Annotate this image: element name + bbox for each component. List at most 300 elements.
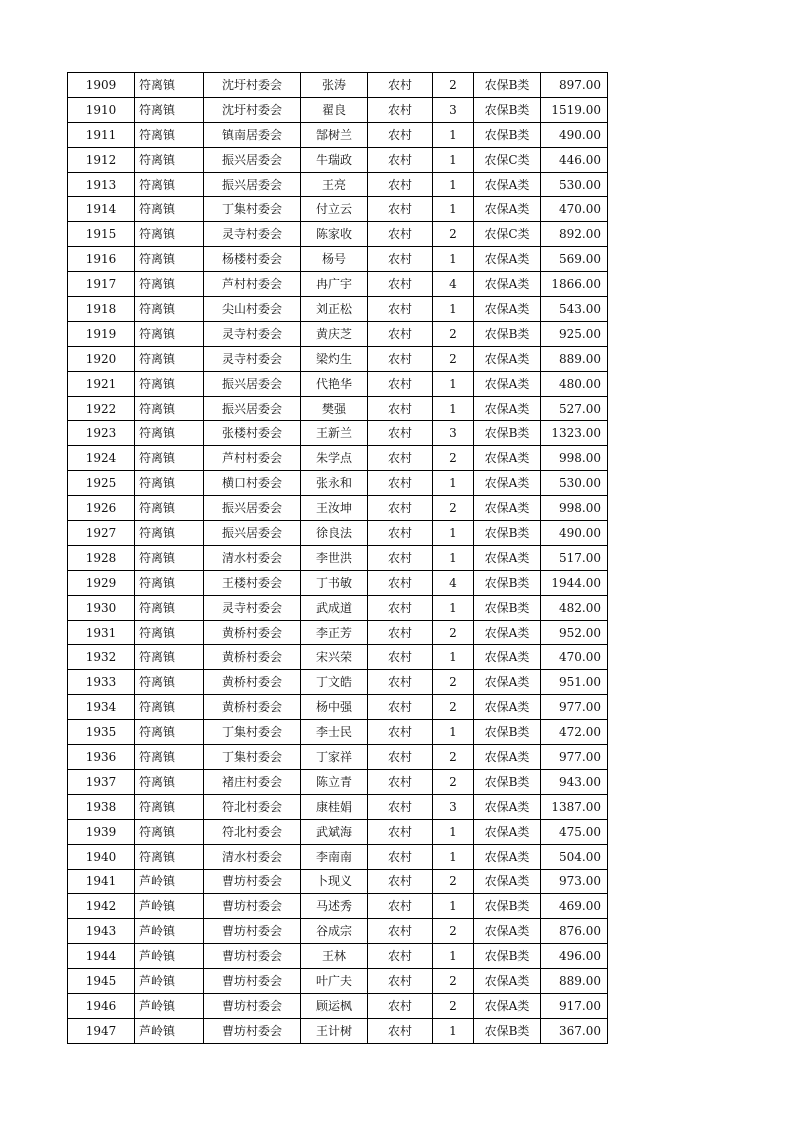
record-number-cell: 1941 (68, 869, 135, 894)
record-number-cell: 1935 (68, 720, 135, 745)
household-size-cell: 1 (433, 1018, 474, 1043)
person-name-cell: 王林 (301, 944, 368, 969)
record-number-cell: 1946 (68, 993, 135, 1018)
record-number-cell: 1933 (68, 670, 135, 695)
household-size-cell: 2 (433, 769, 474, 794)
household-size-cell: 2 (433, 695, 474, 720)
record-number-cell: 1920 (68, 346, 135, 371)
record-number-cell: 1945 (68, 969, 135, 994)
insurance-category-cell: 农保A类 (474, 670, 541, 695)
table-row (68, 122, 608, 147)
amount-cell: 943.00 (541, 769, 608, 794)
village-committee-cell: 振兴居委会 (204, 172, 301, 197)
insurance-category-cell: 农保B类 (474, 944, 541, 969)
table-row (68, 321, 608, 346)
household-size-cell: 2 (433, 919, 474, 944)
village-committee-cell: 曹坊村委会 (204, 1018, 301, 1043)
insurance-category-cell: 农保B类 (474, 769, 541, 794)
town-cell: 符离镇 (135, 819, 204, 844)
person-name-cell: 翟良 (301, 97, 368, 122)
insurance-category-cell: 农保B类 (474, 521, 541, 546)
table-row (68, 844, 608, 869)
area-type-cell: 农村 (368, 371, 433, 396)
table-row (68, 297, 608, 322)
record-number-cell: 1913 (68, 172, 135, 197)
table-row (68, 670, 608, 695)
record-number-cell: 1934 (68, 695, 135, 720)
insurance-category-cell: 农保A类 (474, 620, 541, 645)
town-cell: 符离镇 (135, 172, 204, 197)
insurance-category-cell: 农保A类 (474, 371, 541, 396)
village-committee-cell: 黄桥村委会 (204, 670, 301, 695)
person-name-cell: 陈立青 (301, 769, 368, 794)
town-cell: 符离镇 (135, 346, 204, 371)
record-number-cell: 1923 (68, 421, 135, 446)
household-size-cell: 1 (433, 247, 474, 272)
area-type-cell: 农村 (368, 446, 433, 471)
person-name-cell: 顾运枫 (301, 993, 368, 1018)
town-cell: 符离镇 (135, 222, 204, 247)
amount-cell: 1866.00 (541, 272, 608, 297)
town-cell: 符离镇 (135, 844, 204, 869)
area-type-cell: 农村 (368, 944, 433, 969)
insurance-category-cell: 农保A类 (474, 545, 541, 570)
area-type-cell: 农村 (368, 545, 433, 570)
town-cell: 符离镇 (135, 794, 204, 819)
village-committee-cell: 灵寺村委会 (204, 222, 301, 247)
person-name-cell: 张永和 (301, 471, 368, 496)
area-type-cell: 农村 (368, 794, 433, 819)
person-name-cell: 叶广夫 (301, 969, 368, 994)
town-cell: 芦岭镇 (135, 1018, 204, 1043)
area-type-cell: 农村 (368, 894, 433, 919)
insurance-category-cell: 农保A类 (474, 346, 541, 371)
town-cell: 符离镇 (135, 97, 204, 122)
insurance-category-cell: 农保B类 (474, 73, 541, 98)
household-size-cell: 3 (433, 794, 474, 819)
household-size-cell: 2 (433, 496, 474, 521)
record-number-cell: 1915 (68, 222, 135, 247)
village-committee-cell: 芦村村委会 (204, 272, 301, 297)
area-type-cell: 农村 (368, 247, 433, 272)
amount-cell: 889.00 (541, 969, 608, 994)
beneficiary-table (67, 72, 608, 1044)
household-size-cell: 1 (433, 147, 474, 172)
area-type-cell: 农村 (368, 695, 433, 720)
insurance-category-cell: 农保B类 (474, 97, 541, 122)
record-number-cell: 1919 (68, 321, 135, 346)
person-name-cell: 卜现义 (301, 869, 368, 894)
insurance-category-cell: 农保B类 (474, 321, 541, 346)
person-name-cell: 王汝坤 (301, 496, 368, 521)
record-number-cell: 1940 (68, 844, 135, 869)
amount-cell: 470.00 (541, 197, 608, 222)
person-name-cell: 王新兰 (301, 421, 368, 446)
village-committee-cell: 曹坊村委会 (204, 969, 301, 994)
village-committee-cell: 沈圩村委会 (204, 73, 301, 98)
area-type-cell: 农村 (368, 919, 433, 944)
town-cell: 符离镇 (135, 570, 204, 595)
person-name-cell: 杨中强 (301, 695, 368, 720)
amount-cell: 897.00 (541, 73, 608, 98)
town-cell: 符离镇 (135, 197, 204, 222)
person-name-cell: 谷成宗 (301, 919, 368, 944)
household-size-cell: 1 (433, 645, 474, 670)
amount-cell: 998.00 (541, 496, 608, 521)
table-row (68, 396, 608, 421)
record-number-cell: 1929 (68, 570, 135, 595)
record-number-cell: 1938 (68, 794, 135, 819)
insurance-category-cell: 农保A类 (474, 297, 541, 322)
village-committee-cell: 黄桥村委会 (204, 620, 301, 645)
area-type-cell: 农村 (368, 969, 433, 994)
amount-cell: 892.00 (541, 222, 608, 247)
amount-cell: 472.00 (541, 720, 608, 745)
household-size-cell: 1 (433, 944, 474, 969)
household-size-cell: 2 (433, 73, 474, 98)
record-number-cell: 1939 (68, 819, 135, 844)
town-cell: 芦岭镇 (135, 919, 204, 944)
table-row (68, 147, 608, 172)
village-committee-cell: 曹坊村委会 (204, 869, 301, 894)
person-name-cell: 李士民 (301, 720, 368, 745)
amount-cell: 504.00 (541, 844, 608, 869)
village-committee-cell: 沈圩村委会 (204, 97, 301, 122)
area-type-cell: 农村 (368, 321, 433, 346)
village-committee-cell: 王楼村委会 (204, 570, 301, 595)
table-row (68, 645, 608, 670)
area-type-cell: 农村 (368, 745, 433, 770)
record-number-cell: 1911 (68, 122, 135, 147)
record-number-cell: 1928 (68, 545, 135, 570)
village-committee-cell: 杨楼村委会 (204, 247, 301, 272)
village-committee-cell: 褚庄村委会 (204, 769, 301, 794)
insurance-category-cell: 农保A类 (474, 645, 541, 670)
area-type-cell: 农村 (368, 172, 433, 197)
insurance-category-cell: 农保B类 (474, 570, 541, 595)
household-size-cell: 1 (433, 371, 474, 396)
household-size-cell: 2 (433, 446, 474, 471)
village-committee-cell: 振兴居委会 (204, 396, 301, 421)
amount-cell: 482.00 (541, 595, 608, 620)
village-committee-cell: 清水村委会 (204, 844, 301, 869)
household-size-cell: 2 (433, 869, 474, 894)
person-name-cell: 朱学点 (301, 446, 368, 471)
town-cell: 符离镇 (135, 620, 204, 645)
area-type-cell: 农村 (368, 769, 433, 794)
person-name-cell: 陈家收 (301, 222, 368, 247)
village-committee-cell: 振兴居委会 (204, 147, 301, 172)
record-number-cell: 1912 (68, 147, 135, 172)
area-type-cell: 农村 (368, 844, 433, 869)
record-number-cell: 1925 (68, 471, 135, 496)
insurance-category-cell: 农保B类 (474, 421, 541, 446)
amount-cell: 527.00 (541, 396, 608, 421)
area-type-cell: 农村 (368, 720, 433, 745)
insurance-category-cell: 农保B类 (474, 894, 541, 919)
table-row (68, 570, 608, 595)
town-cell: 符离镇 (135, 147, 204, 172)
household-size-cell: 4 (433, 570, 474, 595)
table-row (68, 819, 608, 844)
amount-cell: 446.00 (541, 147, 608, 172)
amount-cell: 889.00 (541, 346, 608, 371)
person-name-cell: 冉广宇 (301, 272, 368, 297)
household-size-cell: 2 (433, 670, 474, 695)
record-number-cell: 1921 (68, 371, 135, 396)
person-name-cell: 武斌海 (301, 819, 368, 844)
village-committee-cell: 黄桥村委会 (204, 645, 301, 670)
table-row (68, 894, 608, 919)
person-name-cell: 杨号 (301, 247, 368, 272)
person-name-cell: 刘正松 (301, 297, 368, 322)
amount-cell: 543.00 (541, 297, 608, 322)
area-type-cell: 农村 (368, 297, 433, 322)
town-cell: 符离镇 (135, 421, 204, 446)
amount-cell: 530.00 (541, 172, 608, 197)
village-committee-cell: 灵寺村委会 (204, 321, 301, 346)
insurance-category-cell: 农保B类 (474, 1018, 541, 1043)
table-row (68, 745, 608, 770)
village-committee-cell: 符北村委会 (204, 819, 301, 844)
record-number-cell: 1914 (68, 197, 135, 222)
insurance-category-cell: 农保A类 (474, 969, 541, 994)
person-name-cell: 郜树兰 (301, 122, 368, 147)
amount-cell: 490.00 (541, 122, 608, 147)
amount-cell: 917.00 (541, 993, 608, 1018)
household-size-cell: 2 (433, 222, 474, 247)
village-committee-cell: 振兴居委会 (204, 371, 301, 396)
town-cell: 符离镇 (135, 545, 204, 570)
household-size-cell: 1 (433, 471, 474, 496)
insurance-category-cell: 农保C类 (474, 147, 541, 172)
record-number-cell: 1924 (68, 446, 135, 471)
person-name-cell: 王亮 (301, 172, 368, 197)
amount-cell: 517.00 (541, 545, 608, 570)
table-row (68, 944, 608, 969)
amount-cell: 530.00 (541, 471, 608, 496)
household-size-cell: 3 (433, 421, 474, 446)
household-size-cell: 1 (433, 844, 474, 869)
table-body (68, 73, 608, 1044)
town-cell: 符离镇 (135, 670, 204, 695)
record-number-cell: 1947 (68, 1018, 135, 1043)
town-cell: 符离镇 (135, 272, 204, 297)
area-type-cell: 农村 (368, 346, 433, 371)
amount-cell: 977.00 (541, 695, 608, 720)
table-row (68, 595, 608, 620)
town-cell: 符离镇 (135, 645, 204, 670)
amount-cell: 1323.00 (541, 421, 608, 446)
table-row (68, 993, 608, 1018)
insurance-category-cell: 农保A类 (474, 396, 541, 421)
household-size-cell: 3 (433, 97, 474, 122)
household-size-cell: 1 (433, 122, 474, 147)
person-name-cell: 李世洪 (301, 545, 368, 570)
amount-cell: 469.00 (541, 894, 608, 919)
table-row (68, 346, 608, 371)
record-number-cell: 1932 (68, 645, 135, 670)
record-number-cell: 1910 (68, 97, 135, 122)
household-size-cell: 2 (433, 620, 474, 645)
town-cell: 符离镇 (135, 745, 204, 770)
area-type-cell: 农村 (368, 595, 433, 620)
village-committee-cell: 曹坊村委会 (204, 919, 301, 944)
village-committee-cell: 张楼村委会 (204, 421, 301, 446)
table-row (68, 172, 608, 197)
town-cell: 符离镇 (135, 471, 204, 496)
area-type-cell: 农村 (368, 396, 433, 421)
household-size-cell: 1 (433, 894, 474, 919)
household-size-cell: 1 (433, 396, 474, 421)
table-row (68, 97, 608, 122)
village-committee-cell: 芦村村委会 (204, 446, 301, 471)
person-name-cell: 牛瑞政 (301, 147, 368, 172)
person-name-cell: 梁灼生 (301, 346, 368, 371)
table-row (68, 222, 608, 247)
insurance-category-cell: 农保A类 (474, 496, 541, 521)
amount-cell: 1519.00 (541, 97, 608, 122)
person-name-cell: 李正芳 (301, 620, 368, 645)
village-committee-cell: 振兴居委会 (204, 496, 301, 521)
area-type-cell: 农村 (368, 147, 433, 172)
village-committee-cell: 曹坊村委会 (204, 944, 301, 969)
household-size-cell: 1 (433, 172, 474, 197)
village-committee-cell: 横口村委会 (204, 471, 301, 496)
household-size-cell: 2 (433, 321, 474, 346)
town-cell: 符离镇 (135, 695, 204, 720)
town-cell: 芦岭镇 (135, 969, 204, 994)
record-number-cell: 1926 (68, 496, 135, 521)
town-cell: 符离镇 (135, 769, 204, 794)
table-row (68, 371, 608, 396)
insurance-category-cell: 农保A类 (474, 471, 541, 496)
area-type-cell: 农村 (368, 222, 433, 247)
area-type-cell: 农村 (368, 869, 433, 894)
village-committee-cell: 符北村委会 (204, 794, 301, 819)
amount-cell: 490.00 (541, 521, 608, 546)
person-name-cell: 康桂娟 (301, 794, 368, 819)
insurance-category-cell: 农保A类 (474, 819, 541, 844)
village-committee-cell: 丁集村委会 (204, 720, 301, 745)
town-cell: 符离镇 (135, 297, 204, 322)
insurance-category-cell: 农保B类 (474, 720, 541, 745)
town-cell: 芦岭镇 (135, 993, 204, 1018)
person-name-cell: 丁书敏 (301, 570, 368, 595)
person-name-cell: 付立云 (301, 197, 368, 222)
village-committee-cell: 清水村委会 (204, 545, 301, 570)
table-row (68, 521, 608, 546)
village-committee-cell: 黄桥村委会 (204, 695, 301, 720)
household-size-cell: 1 (433, 720, 474, 745)
amount-cell: 496.00 (541, 944, 608, 969)
table-row (68, 620, 608, 645)
town-cell: 符离镇 (135, 73, 204, 98)
area-type-cell: 农村 (368, 496, 433, 521)
table-row (68, 695, 608, 720)
town-cell: 符离镇 (135, 122, 204, 147)
table-row (68, 720, 608, 745)
insurance-category-cell: 农保A类 (474, 197, 541, 222)
insurance-category-cell: 农保A类 (474, 172, 541, 197)
household-size-cell: 2 (433, 993, 474, 1018)
person-name-cell: 王计树 (301, 1018, 368, 1043)
area-type-cell: 农村 (368, 471, 433, 496)
record-number-cell: 1931 (68, 620, 135, 645)
household-size-cell: 2 (433, 346, 474, 371)
insurance-category-cell: 农保A类 (474, 794, 541, 819)
village-committee-cell: 尖山村委会 (204, 297, 301, 322)
insurance-category-cell: 农保C类 (474, 222, 541, 247)
household-size-cell: 1 (433, 595, 474, 620)
household-size-cell: 1 (433, 521, 474, 546)
area-type-cell: 农村 (368, 272, 433, 297)
amount-cell: 1944.00 (541, 570, 608, 595)
amount-cell: 952.00 (541, 620, 608, 645)
record-number-cell: 1930 (68, 595, 135, 620)
amount-cell: 367.00 (541, 1018, 608, 1043)
table-row (68, 496, 608, 521)
table-row (68, 197, 608, 222)
insurance-category-cell: 农保A类 (474, 869, 541, 894)
amount-cell: 951.00 (541, 670, 608, 695)
person-name-cell: 丁家祥 (301, 745, 368, 770)
record-number-cell: 1909 (68, 73, 135, 98)
amount-cell: 569.00 (541, 247, 608, 272)
person-name-cell: 代艳华 (301, 371, 368, 396)
table-row (68, 73, 608, 98)
town-cell: 符离镇 (135, 321, 204, 346)
table-row (68, 247, 608, 272)
person-name-cell: 李南南 (301, 844, 368, 869)
town-cell: 符离镇 (135, 595, 204, 620)
town-cell: 芦岭镇 (135, 944, 204, 969)
area-type-cell: 农村 (368, 122, 433, 147)
insurance-category-cell: 农保B类 (474, 595, 541, 620)
person-name-cell: 黄庆芝 (301, 321, 368, 346)
person-name-cell: 马述秀 (301, 894, 368, 919)
town-cell: 符离镇 (135, 521, 204, 546)
area-type-cell: 农村 (368, 620, 433, 645)
amount-cell: 475.00 (541, 819, 608, 844)
amount-cell: 876.00 (541, 919, 608, 944)
household-size-cell: 1 (433, 819, 474, 844)
household-size-cell: 1 (433, 297, 474, 322)
area-type-cell: 农村 (368, 570, 433, 595)
town-cell: 符离镇 (135, 371, 204, 396)
village-committee-cell: 丁集村委会 (204, 745, 301, 770)
household-size-cell: 1 (433, 197, 474, 222)
village-committee-cell: 曹坊村委会 (204, 993, 301, 1018)
village-committee-cell: 振兴居委会 (204, 521, 301, 546)
table-row (68, 794, 608, 819)
record-number-cell: 1922 (68, 396, 135, 421)
record-number-cell: 1917 (68, 272, 135, 297)
area-type-cell: 农村 (368, 993, 433, 1018)
amount-cell: 925.00 (541, 321, 608, 346)
insurance-category-cell: 农保A类 (474, 844, 541, 869)
person-name-cell: 宋兴荣 (301, 645, 368, 670)
insurance-category-cell: 农保A类 (474, 446, 541, 471)
person-name-cell: 武成道 (301, 595, 368, 620)
village-committee-cell: 灵寺村委会 (204, 595, 301, 620)
record-number-cell: 1916 (68, 247, 135, 272)
household-size-cell: 1 (433, 545, 474, 570)
record-number-cell: 1927 (68, 521, 135, 546)
town-cell: 符离镇 (135, 446, 204, 471)
insurance-category-cell: 农保B类 (474, 122, 541, 147)
table-row (68, 969, 608, 994)
